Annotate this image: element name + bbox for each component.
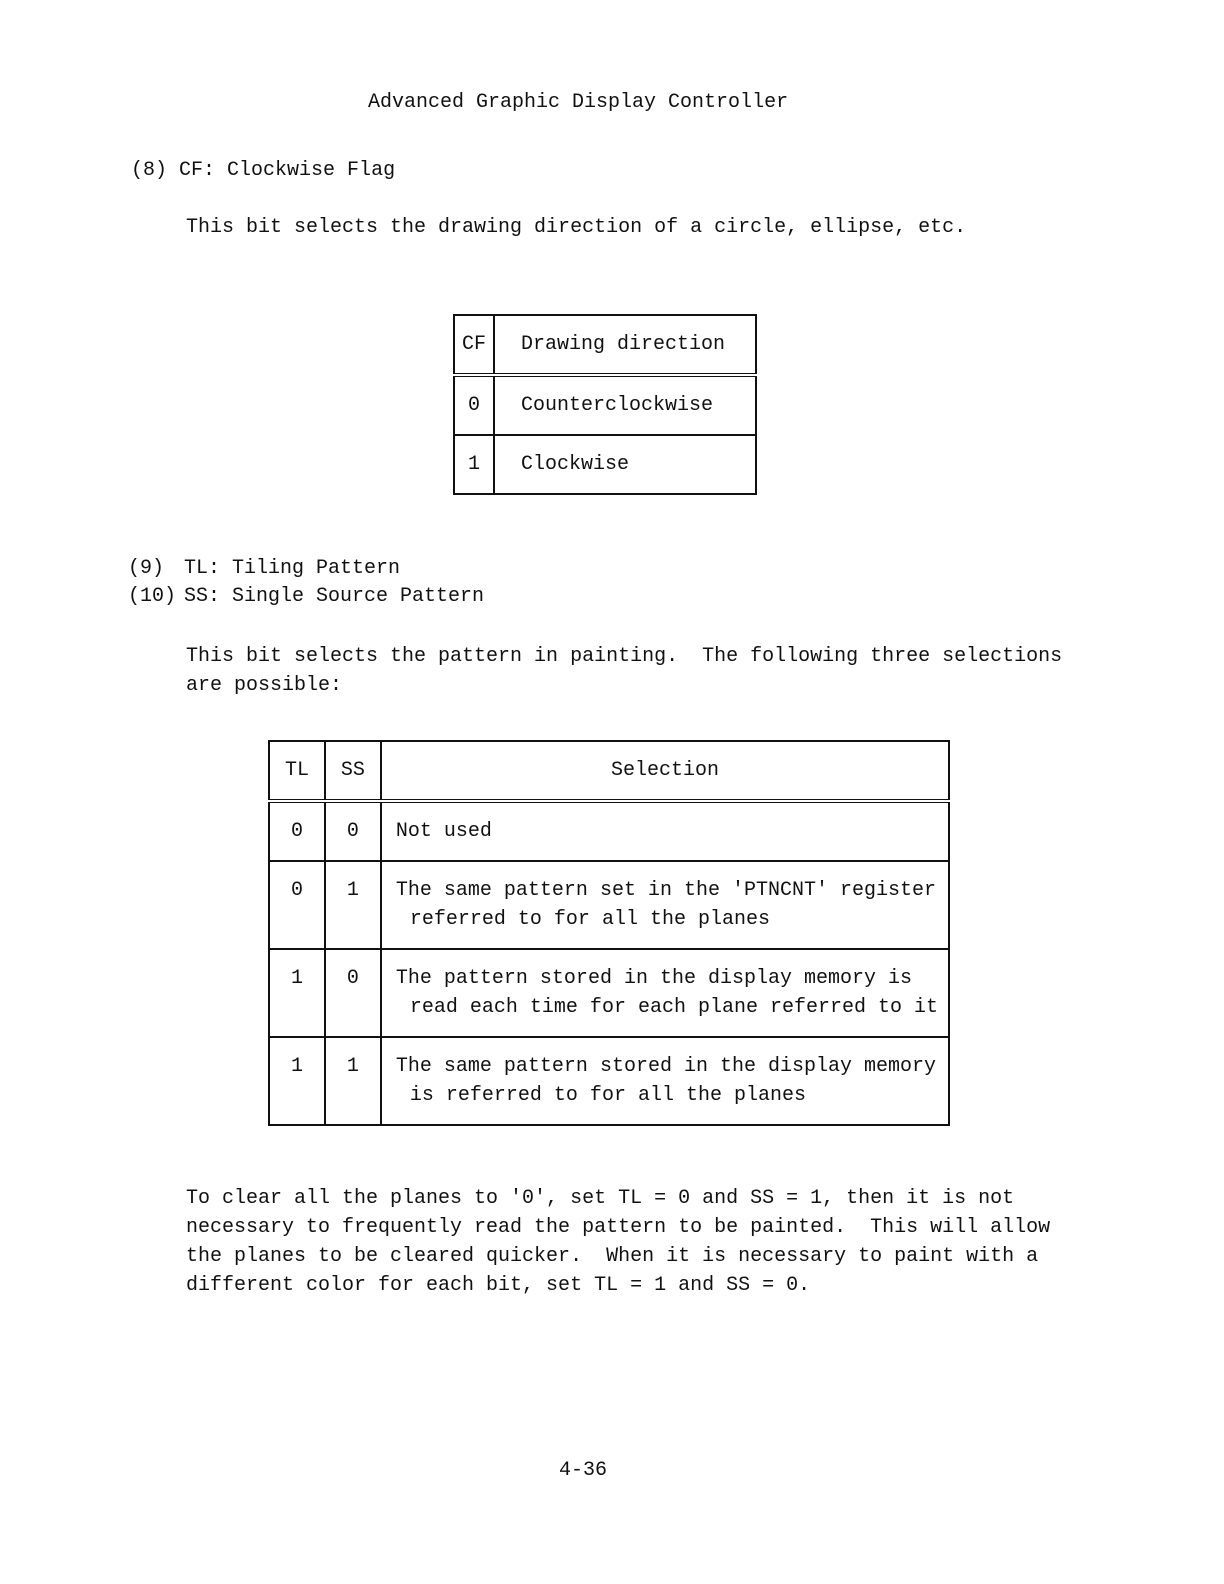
direction-column-header: Drawing direction <box>494 315 756 375</box>
paragraph-line: different color for each bit, set TL = 1 and SS = 0. <box>186 1274 811 1297</box>
selection-value <box>381 1037 949 1125</box>
paragraph-line: necessary to frequently read the pattern to be painted. This will allow <box>186 1216 1051 1239</box>
selection-value <box>381 801 949 861</box>
section-10-number: (10) <box>128 585 177 608</box>
section-9-10-paragraph <box>186 642 1062 700</box>
cf-table <box>453 314 757 495</box>
ss-column-header: SS <box>325 741 381 801</box>
tl-ss-header-row <box>269 741 949 801</box>
tl-value: 1 <box>269 949 325 1037</box>
tl-value: 0 <box>269 861 325 949</box>
ss-value: 1 <box>325 861 381 949</box>
tl-column-header: TL <box>269 741 325 801</box>
selection-value <box>381 949 949 1037</box>
tl-ss-table <box>268 740 950 1126</box>
selection-line-continued: read each time for each plane referred to it <box>409 996 938 1019</box>
selection-line: The same pattern set in the 'PTNCNT' register <box>395 879 936 902</box>
tl-value: 0 <box>269 801 325 861</box>
clearing-note-paragraph <box>186 1184 1050 1300</box>
table-row <box>454 375 756 435</box>
selection-column-header: Selection <box>381 741 949 801</box>
selection-line: The pattern stored in the display memory is <box>395 967 912 990</box>
section-8-title: CF: Clockwise Flag <box>179 159 396 182</box>
ss-value: 0 <box>325 801 381 861</box>
cf-value: 0 <box>454 375 494 435</box>
page-number: 4-36 <box>559 1459 608 1482</box>
cf-value: 1 <box>454 435 494 494</box>
cf-table-header-row <box>454 315 756 375</box>
selection-line-continued: is referred to for all the planes <box>409 1084 806 1107</box>
section-8-paragraph: This bit selects the drawing direction of a circle, ellipse, etc. <box>186 216 967 239</box>
paragraph-line: are possible: <box>186 674 343 697</box>
selection-line: Not used <box>395 820 492 843</box>
direction-value: Counterclockwise <box>494 375 756 435</box>
selection-line-continued: referred to for all the planes <box>409 908 770 931</box>
section-9-heading <box>128 557 400 580</box>
section-9-number: (9) <box>128 557 165 580</box>
ss-value: 1 <box>325 1037 381 1125</box>
table-row <box>269 861 949 949</box>
section-10-title: SS: Single Source Pattern <box>184 585 485 608</box>
table-row <box>269 801 949 861</box>
section-8-number: (8) <box>131 159 168 182</box>
section-9-title: TL: Tiling Pattern <box>184 557 401 580</box>
paragraph-line: To clear all the planes to '0', set TL = 0 and SS = 1, then it is not <box>186 1187 1015 1210</box>
section-8-heading <box>131 159 395 182</box>
tl-value: 1 <box>269 1037 325 1125</box>
section-10-heading <box>128 585 484 608</box>
cf-column-header: CF <box>454 315 494 375</box>
table-row <box>269 1037 949 1125</box>
selection-value <box>381 861 949 949</box>
selection-line: The same pattern stored in the display memory <box>395 1055 936 1078</box>
page-header: Advanced Graphic Display Controller <box>368 91 789 114</box>
paragraph-line: the planes to be cleared quicker. When it is necessary to paint with a <box>186 1245 1039 1268</box>
paragraph-line: This bit selects the pattern in painting. The following three selections <box>186 645 1063 668</box>
direction-value: Clockwise <box>494 435 756 494</box>
table-row <box>269 949 949 1037</box>
ss-value: 0 <box>325 949 381 1037</box>
table-row <box>454 435 756 494</box>
